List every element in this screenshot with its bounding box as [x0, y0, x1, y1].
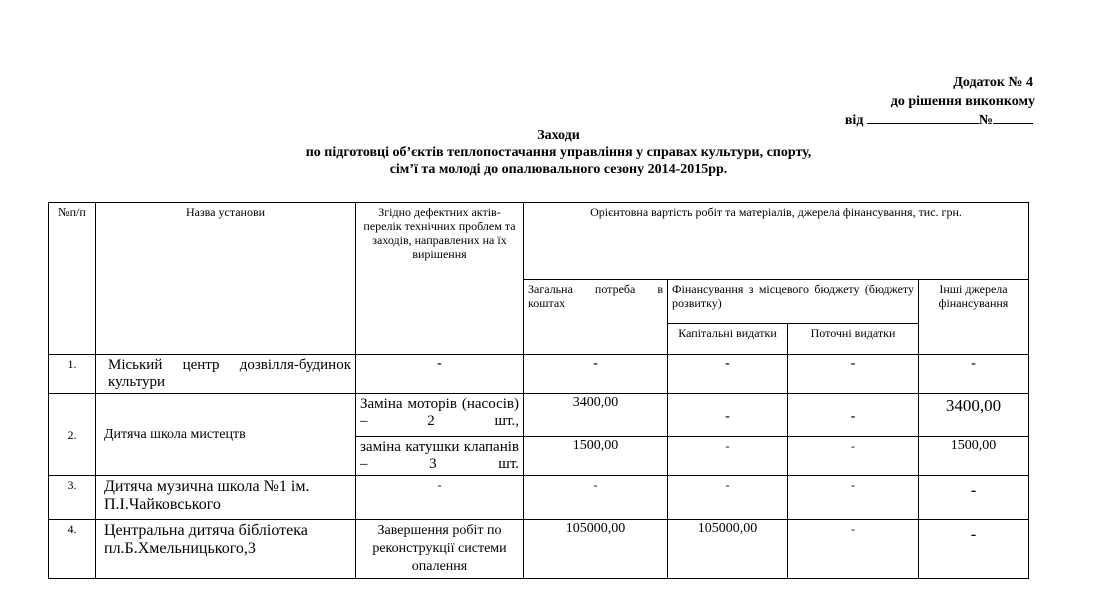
row-name: Центральна дитяча бібліотека пл.Б.Хмельницького,3	[96, 520, 356, 579]
header-other: Інші джерела фінансування	[919, 280, 1029, 355]
row-total: 1500,00	[524, 437, 668, 476]
table-row	[49, 355, 1029, 394]
row-name: Дитяча школа мистецтв	[96, 394, 356, 476]
annex-number: Додаток № 4	[953, 75, 1033, 90]
row-capital: -	[668, 476, 788, 520]
row-capital: -	[668, 355, 788, 394]
row-capital: -	[668, 437, 788, 476]
row-num: 4.	[49, 520, 96, 579]
title-line-3: сім’ї та молоді до опалювального сезону 2014-2015рр.	[389, 162, 728, 177]
row-other: 3400,00	[919, 394, 1029, 437]
row-current: -	[788, 520, 919, 579]
row-total: -	[524, 355, 668, 394]
header-capital: Капітальні видатки	[668, 324, 788, 355]
table-row	[49, 520, 1029, 579]
row-problems: заміна катушки клапанів – 3 шт.	[356, 437, 524, 476]
row-capital: 105000,00	[668, 520, 788, 579]
header-name: Назва установи	[96, 203, 356, 355]
date-blank	[867, 111, 979, 124]
row-num: 3.	[49, 476, 96, 520]
row-other: -	[919, 520, 1029, 579]
measures-table	[48, 202, 1029, 579]
annex-header	[845, 73, 1033, 130]
row-problems: -	[356, 476, 524, 520]
row-problems: Завершення робіт по реконструкції системи опалення	[356, 520, 524, 579]
row-num: 2.	[49, 394, 96, 476]
row-other: 1500,00	[919, 437, 1029, 476]
header-local: Фінансування з місцевого бюджету (бюджету розвитку)	[668, 280, 919, 324]
header-total: Загальна потреба в коштах	[524, 280, 668, 355]
row-other: -	[919, 476, 1029, 520]
row-other: -	[919, 355, 1029, 394]
row-current: -	[788, 437, 919, 476]
row-current: -	[788, 476, 919, 520]
row-capital: -	[668, 394, 788, 437]
row-name: Дитяча музична школа №1 ім. П.І.Чайковського	[96, 476, 356, 520]
row-problems: -	[356, 355, 524, 394]
table-row	[49, 476, 1029, 520]
row-current: -	[788, 355, 919, 394]
row-current: -	[788, 394, 919, 437]
row-problems: Заміна моторів (насосів) – 2 шт.,	[356, 394, 524, 437]
annex-num-label: №	[978, 113, 993, 128]
row-total: -	[524, 476, 668, 520]
row-total: 3400,00	[524, 394, 668, 437]
table-row	[49, 394, 1029, 437]
annex-decision: до рішення виконкому	[890, 94, 1035, 109]
row-name: Міський центр дозвілля-будинок культури	[96, 355, 356, 394]
title-line-2: по підготовці об’єктів теплопостачання управління у справах культури, спорту,	[305, 145, 812, 160]
row-total: 105000,00	[524, 520, 668, 579]
header-current: Поточні видатки	[788, 324, 919, 355]
title-line-1: Заходи	[537, 128, 580, 143]
document-title	[0, 127, 1117, 178]
row-num: 1.	[49, 355, 96, 394]
annex-from-label: від	[844, 113, 864, 128]
header-problems: Згідно дефектних актів-перелік технічних проблем та заходів, направлених на їх вирішення	[356, 203, 524, 355]
header-num: №п/п	[49, 203, 96, 355]
header-cost: Орієнтовна вартість робіт та матеріалів, джерела фінансування, тис. грн.	[524, 203, 1029, 280]
number-blank	[993, 111, 1033, 124]
